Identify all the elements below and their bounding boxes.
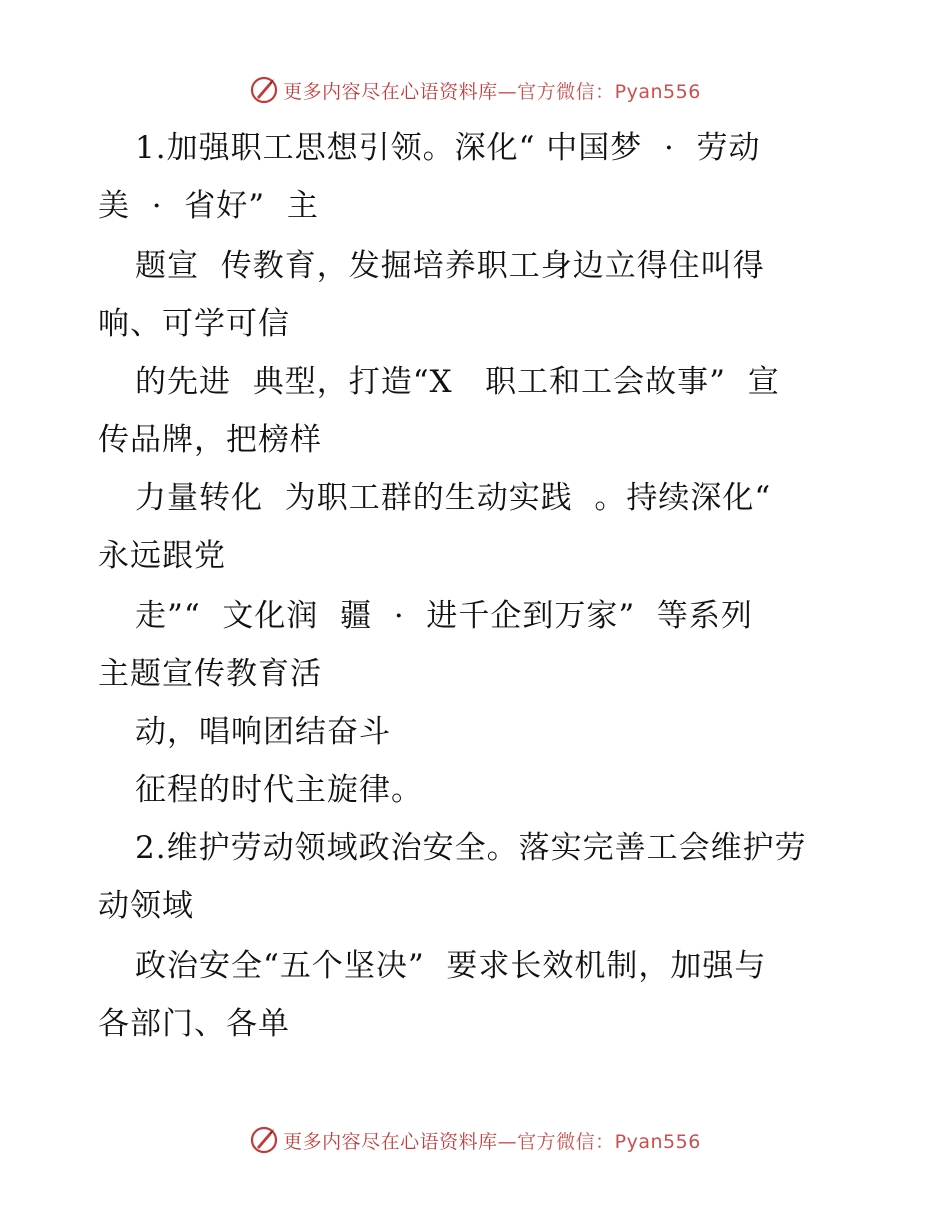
text-line: 永远跟党 <box>98 538 226 574</box>
text-line: 传品牌，把榜样 <box>98 422 322 458</box>
text-line: 各部门、各单 <box>98 1006 290 1042</box>
text-line: 2.维护劳动领域政治安全。落实完善工会维护劳 <box>135 830 807 866</box>
footer-watermark-banner <box>0 1122 950 1158</box>
text-line: 1.加强职工思想引领。深化“ 中国梦 · 劳动 <box>135 130 761 166</box>
text-line: 动，唱响团结奋斗 <box>135 714 391 750</box>
text-line: 题宣 传教育，发掘培养职工身边立得住叫得 <box>135 248 765 284</box>
text-line: 主题宣传教育活 <box>98 656 322 692</box>
quill-logo-icon <box>249 1125 279 1155</box>
text-line: 政治安全“五个坚决” 要求长效机制，加强与 <box>135 948 767 984</box>
text-line: 响、可学可信 <box>98 306 290 342</box>
text-line: 力量转化 为职工群的生动实践 。持续深化“ <box>135 480 772 516</box>
header-watermark-text: 更多内容尽在心语资料库—官方微信：Pyan556 <box>283 80 701 103</box>
text-line: 走”“ 文化润 疆 · 进千企到万家” 等系列 <box>135 598 753 634</box>
text-line: 征程的时代主旋律。 <box>135 772 423 808</box>
footer-watermark-text: 更多内容尽在心语资料库—官方微信：Pyan556 <box>283 1130 701 1153</box>
text-line: 动领域 <box>98 888 194 924</box>
text-line: 的先进 典型，打造“X 职工和工会故事” 宣 <box>135 364 780 400</box>
text-line: 美 · 省好” 主 <box>98 188 319 224</box>
